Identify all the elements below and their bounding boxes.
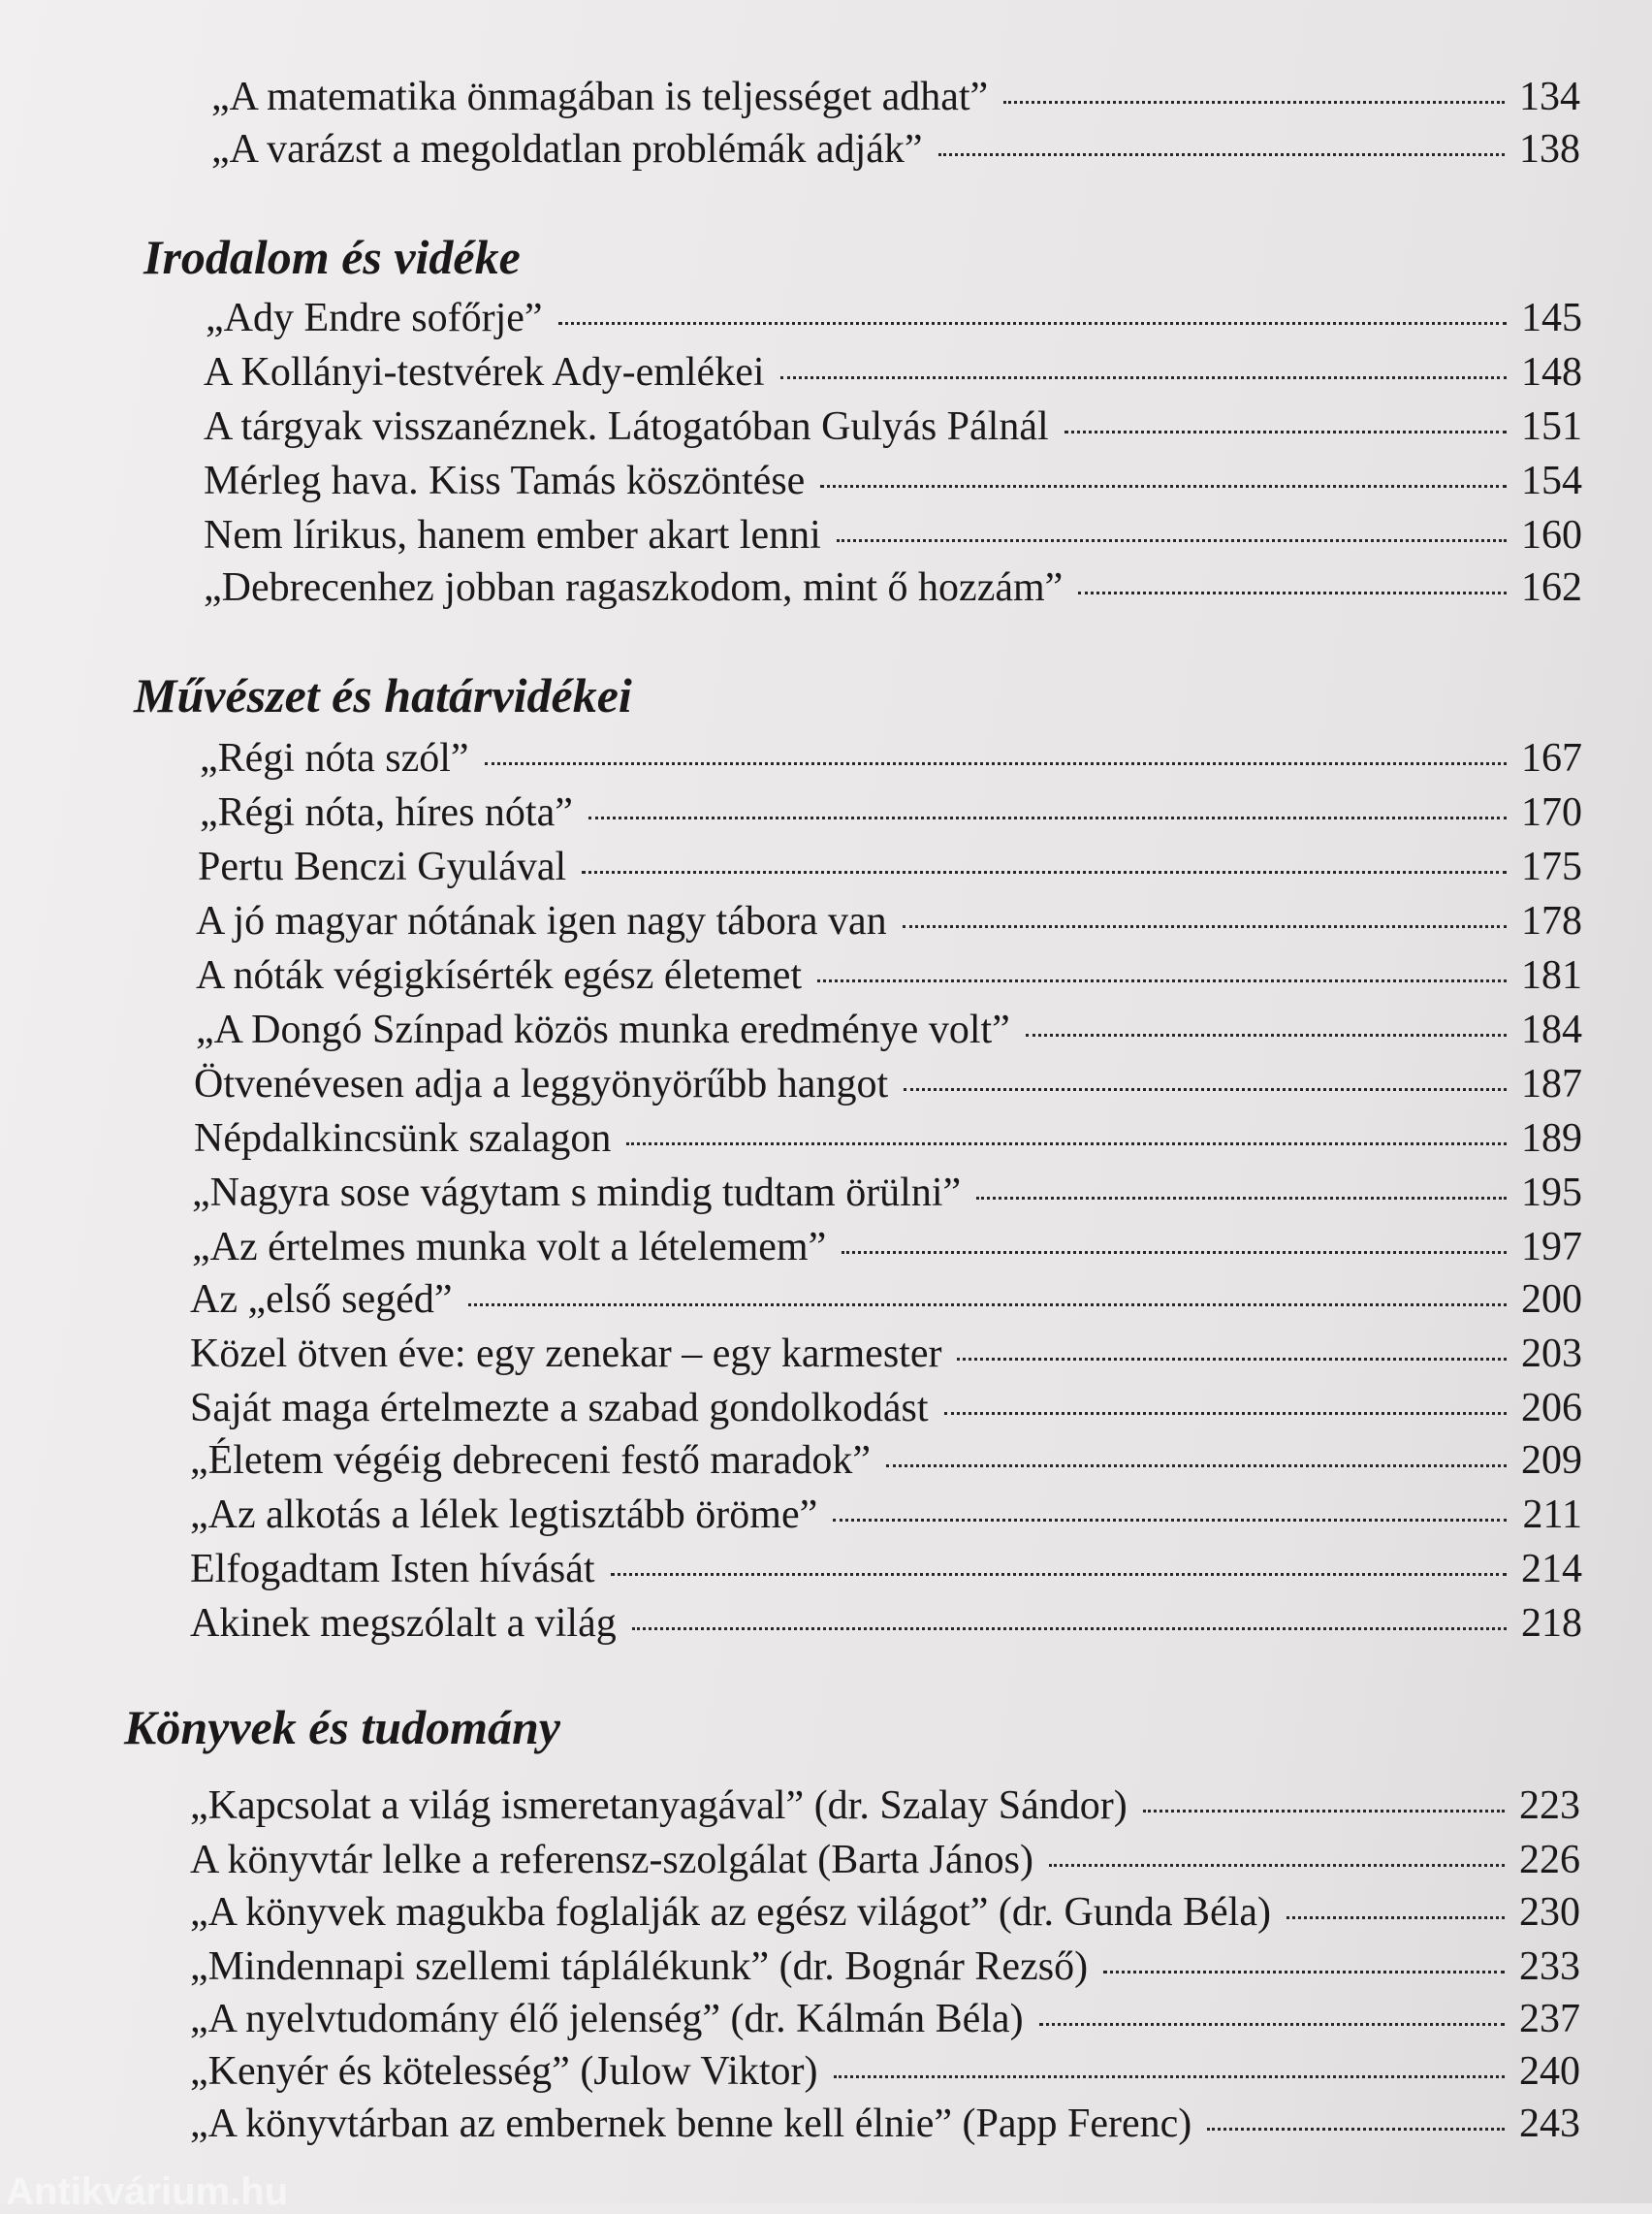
entry-title: A Kollányi-testvérek Ady-emlékei <box>204 350 765 395</box>
dot-leader <box>468 1303 1507 1306</box>
dot-leader <box>842 1251 1507 1254</box>
dot-leader <box>976 1197 1507 1200</box>
entry-title: A könyvtár lelke a referensz-szolgálat (Barta János) <box>190 1838 1033 1882</box>
entry-title: Pertu Benczi Gyulával <box>198 845 567 889</box>
watermark: Antikvárium.hu <box>6 2170 289 2213</box>
page-number: 243 <box>1519 2102 1580 2146</box>
entry-title: Saját maga értelmezte a szabad gondolkodást <box>190 1386 929 1430</box>
toc-entry <box>190 1596 1582 1651</box>
page-number: 151 <box>1521 404 1582 449</box>
toc-entry <box>190 2044 1580 2099</box>
toc-entry <box>196 894 1582 948</box>
entry-title: „Az értelmes munka volt a lételemem” <box>192 1225 827 1269</box>
page-number: 175 <box>1521 845 1582 889</box>
entry-title: „Kenyér és kötelesség” (Julow Viktor) <box>190 2049 818 2094</box>
page-number: 211 <box>1522 1492 1582 1537</box>
page-number: 154 <box>1521 459 1582 503</box>
toc-entry <box>204 561 1582 615</box>
dot-leader <box>944 1412 1507 1415</box>
page-number: 233 <box>1519 1944 1580 1989</box>
page-number: 178 <box>1521 899 1582 944</box>
entry-title: A nóták végigkísérték egész életemet <box>196 953 803 998</box>
section-heading: Művészet és határvidékei <box>134 668 632 722</box>
toc-entry <box>190 1488 1582 1542</box>
toc-entry <box>211 122 1580 176</box>
toc-entry <box>190 1381 1582 1435</box>
dot-leader <box>780 376 1507 379</box>
toc-entry <box>206 291 1582 345</box>
section-heading: Könyvek és tudomány <box>124 1700 560 1754</box>
toc-entry <box>190 1542 1582 1596</box>
entry-title: Közel ötven éve: egy zenekar – egy karmester <box>190 1332 942 1376</box>
dot-leader <box>632 1627 1507 1630</box>
page-number: 240 <box>1519 2049 1580 2094</box>
dot-leader <box>1049 1864 1505 1867</box>
page-number: 167 <box>1521 736 1582 781</box>
entry-title: „Életem végéig debreceni festő maradok” <box>190 1438 871 1483</box>
page-number: 134 <box>1519 75 1580 119</box>
toc-entry <box>190 1272 1582 1327</box>
page-number: 218 <box>1521 1601 1582 1646</box>
toc-entry <box>190 1885 1580 1940</box>
page-number: 148 <box>1521 350 1582 395</box>
entry-title: „Debrecenhez jobban ragaszkodom, mint ő hozzám” <box>204 565 1064 610</box>
dot-leader <box>903 925 1507 928</box>
toc-entry <box>190 1940 1580 1994</box>
page-number: 187 <box>1521 1062 1582 1107</box>
dot-leader <box>1026 1034 1507 1037</box>
entry-title: Akinek megszólalt a világ <box>190 1601 617 1646</box>
entry-title: „A nyelvtudomány élő jelenség” (dr. Kálmán Béla) <box>190 1997 1024 2041</box>
page-number: 195 <box>1521 1171 1582 1215</box>
page-number: 206 <box>1521 1386 1582 1430</box>
toc-entry <box>204 508 1582 562</box>
page-number: 189 <box>1521 1116 1582 1161</box>
toc-entry <box>190 1779 1580 1833</box>
toc-entry <box>198 840 1582 894</box>
entry-title: „A könyvtárban az embernek benne kell élnie” (Papp Ferenc) <box>190 2102 1192 2146</box>
toc-entry <box>200 731 1582 786</box>
dot-leader <box>820 485 1507 488</box>
page-number: 197 <box>1521 1225 1582 1269</box>
dot-leader <box>817 979 1507 982</box>
dot-leader <box>582 871 1507 874</box>
toc-entry <box>196 1003 1582 1057</box>
entry-title: „Régi nóta szól” <box>200 736 469 781</box>
entry-title: Ötvenévesen adja a leggyönyörűbb hangot <box>194 1062 889 1107</box>
toc-entry <box>192 1166 1582 1220</box>
dot-leader <box>588 817 1507 819</box>
dot-leader <box>626 1142 1507 1145</box>
page-number: 230 <box>1519 1890 1580 1935</box>
entry-title: A tárgyak visszanéznek. Látogatóban Gulyás Pálnál <box>204 404 1049 449</box>
dot-leader <box>1103 1971 1505 1973</box>
toc-entry <box>190 1327 1582 1381</box>
dot-leader <box>834 2075 1505 2078</box>
toc-entry <box>190 1433 1582 1488</box>
toc-entry <box>190 1992 1580 2046</box>
entry-title: „A varázst a megoldatlan problémák adják” <box>211 127 923 172</box>
toc-entry <box>190 2097 1580 2151</box>
dot-leader <box>833 1519 1507 1522</box>
dot-leader <box>611 1573 1507 1576</box>
entry-title: A jó magyar nótának igen nagy tábora van <box>196 899 887 944</box>
entry-title: „Régi nóta, híres nóta” <box>200 790 573 835</box>
dot-leader <box>1078 592 1507 594</box>
toc-entry <box>196 948 1582 1003</box>
dot-leader <box>886 1464 1507 1467</box>
dot-leader <box>1287 1916 1505 1919</box>
page-number: 184 <box>1521 1008 1582 1052</box>
entry-title: „Kapcsolat a világ ismeretanyagával” (dr. Szalay Sándor) <box>190 1783 1128 1828</box>
section-heading: Irodalom és vidéke <box>143 230 521 284</box>
page-number: 226 <box>1519 1838 1580 1882</box>
entry-title: „Nagyra sose vágytam s mindig tudtam örülni” <box>192 1171 962 1215</box>
page-number: 181 <box>1521 953 1582 998</box>
toc-entry <box>204 454 1582 508</box>
dot-leader <box>485 762 1507 765</box>
entry-title: Az „első segéd” <box>190 1277 453 1322</box>
page-number: 162 <box>1521 565 1582 610</box>
dot-leader <box>938 153 1505 156</box>
dot-leader <box>1207 2128 1505 2131</box>
dot-leader <box>1003 101 1505 104</box>
dot-leader <box>957 1358 1507 1361</box>
toc-entry <box>204 400 1582 454</box>
dot-leader <box>837 539 1507 542</box>
entry-title: „A könyvek magukba foglalják az egész világot” (dr. Gunda Béla) <box>190 1890 1271 1935</box>
toc-entry <box>190 1833 1580 1887</box>
page-number: 145 <box>1521 296 1582 340</box>
entry-title: Népdalkincsünk szalagon <box>194 1116 612 1161</box>
entry-title: Mérleg hava. Kiss Tamás köszöntése <box>204 459 806 503</box>
toc-entry <box>200 786 1582 840</box>
toc-entry <box>194 1057 1582 1111</box>
entry-title: „Ady Endre sofőrje” <box>206 296 543 340</box>
toc-entry <box>192 1220 1582 1274</box>
entry-title: „A matematika önmagában is teljességet adhat” <box>211 75 989 119</box>
toc-entry <box>194 1111 1582 1166</box>
page-number: 160 <box>1521 513 1582 558</box>
page-number: 214 <box>1521 1547 1582 1591</box>
toc-entry <box>211 70 1580 124</box>
page-number: 200 <box>1521 1277 1582 1322</box>
dot-leader <box>1064 431 1507 433</box>
page-number: 209 <box>1521 1438 1582 1483</box>
dot-leader <box>904 1088 1507 1091</box>
page-number: 223 <box>1519 1783 1580 1828</box>
entry-title: „Az alkotás a lélek legtisztább öröme” <box>190 1492 818 1537</box>
entry-title: „Mindennapi szellemi táplálékunk” (dr. Bognár Rezső) <box>190 1944 1089 1989</box>
entry-title: Elfogadtam Isten hívását <box>190 1547 595 1591</box>
page-number: 138 <box>1519 127 1580 172</box>
dot-leader <box>1039 2023 1505 2026</box>
page-number: 170 <box>1521 790 1582 835</box>
dot-leader <box>1143 1810 1505 1813</box>
entry-title: Nem lírikus, hanem ember akart lenni <box>204 513 821 558</box>
toc-entry <box>204 345 1582 400</box>
page-number: 237 <box>1519 1997 1580 2041</box>
entry-title: „A Dongó Színpad közös munka eredménye volt” <box>196 1008 1010 1052</box>
dot-leader <box>558 322 1507 325</box>
page-number: 203 <box>1521 1332 1582 1376</box>
